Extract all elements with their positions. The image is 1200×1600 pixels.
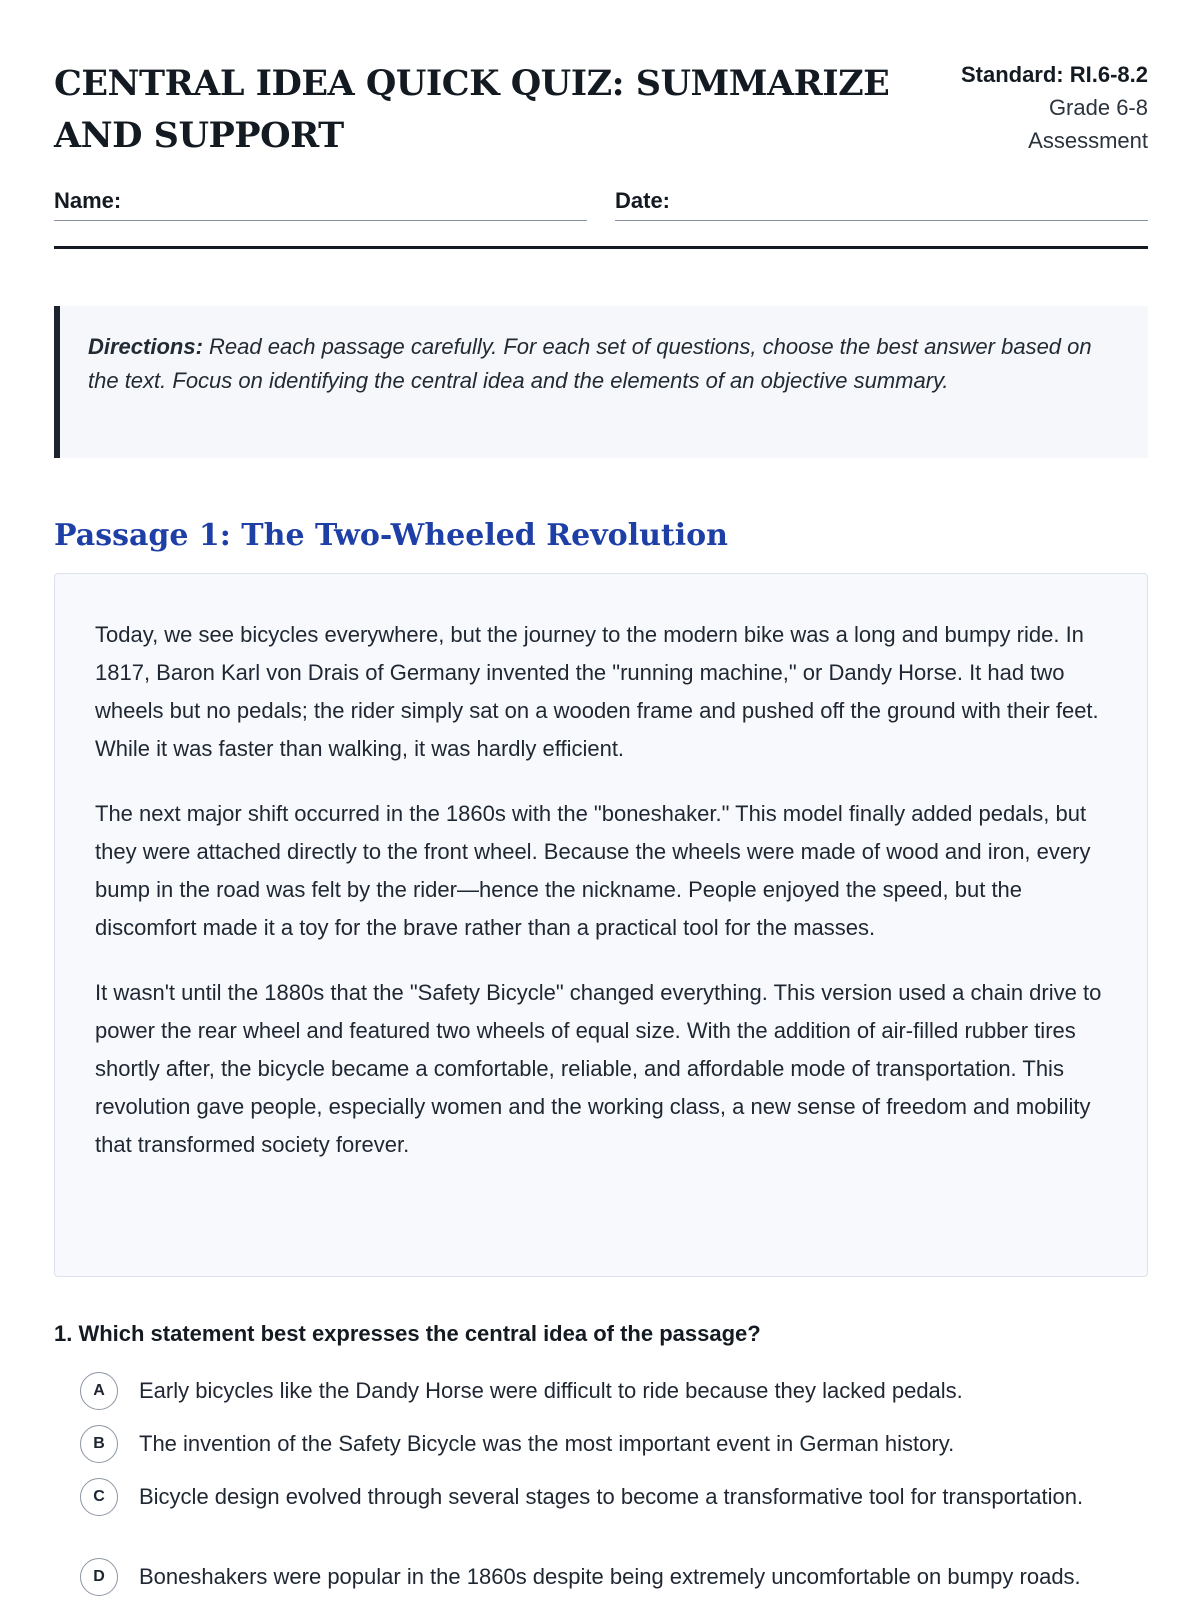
directions-box [54, 306, 1148, 458]
passage-paragraph: Today, we see bicycles everywhere, but the journey to the modern bike was a long and bumpy ride. In 1817, Baron Karl von Drais of Germany invented the "running machine," or Dandy Horse. It had two wheels but no pedals; the rider simply sat on a wooden frame and pushed off the ground with their feet. While it was faster than walking, it was hardly efficient. [95, 622, 1099, 761]
quiz-header [54, 52, 1148, 162]
passage-paragraph: The next major shift occurred in the 1860s with the "boneshaker." This model finally added pedals, but they were attached directly to the front wheel. Because the wheels were made of wood and iron, every bump in the road was felt by the rider—hence the nickname. People enjoyed the speed, but the discomfort made it a toy for the brave rather than a practical tool for the masses. [95, 801, 1091, 940]
name-label: Name: [54, 188, 122, 213]
option-letter-badge[interactable]: A [80, 1372, 118, 1410]
option-letter-badge[interactable]: C [80, 1478, 118, 1516]
quiz-meta [961, 58, 1148, 157]
standard-label: Standard: RI.6-8.2 [960, 62, 1148, 87]
directions-text: Read each passage carefully. For each set of questions, choose the best answer based on the text. Focus on identifying the central idea and the elements of an objective summary. [88, 334, 1092, 393]
assessment-label: Assessment [1028, 128, 1148, 153]
grade-label: Grade 6-8 [1048, 95, 1148, 120]
header-divider [54, 246, 1148, 249]
directions-label: Directions: [88, 334, 203, 359]
question-text: 1. Which statement best expresses the central idea of the passage? [54, 1321, 761, 1346]
passage-title: Passage 1: The Two-Wheeled Revolution [54, 518, 728, 553]
passage-box [54, 573, 1148, 1277]
date-field[interactable] [615, 186, 1148, 221]
option-text: Boneshakers were popular in the 1860s despite being extremely uncomfortable on bumpy roads. [139, 1564, 1081, 1589]
option-letter-badge[interactable]: D [80, 1558, 118, 1596]
option-text: The invention of the Safety Bicycle was the most important event in German history. [139, 1431, 955, 1456]
option-letter-badge[interactable]: B [80, 1425, 118, 1463]
date-label: Date: [615, 188, 671, 213]
option-text: Early bicycles like the Dandy Horse were difficult to ride because they lacked pedals. [139, 1378, 963, 1403]
option-text: Bicycle design evolved through several stages to become a transformative tool for transportation. [139, 1484, 1084, 1509]
quiz-title: CENTRAL IDEA QUICK QUIZ: SUMMARIZE AND SUPPORT [54, 63, 890, 156]
student-fields [54, 186, 1148, 222]
passage-paragraph: It wasn't until the 1880s that the "Safety Bicycle" changed everything. This version used a chain drive to power the rear wheel and featured two wheels of equal size. With the addition of air-filled rubber tires shortly after, the bicycle became a comfortable, reliable, and affordable mode of transportation. This revolution gave people, especially women and the working class, a new sense of freedom and mobility that transformed society forever. [95, 980, 1102, 1157]
question-1 [54, 1318, 1148, 1589]
name-field[interactable] [54, 186, 587, 221]
